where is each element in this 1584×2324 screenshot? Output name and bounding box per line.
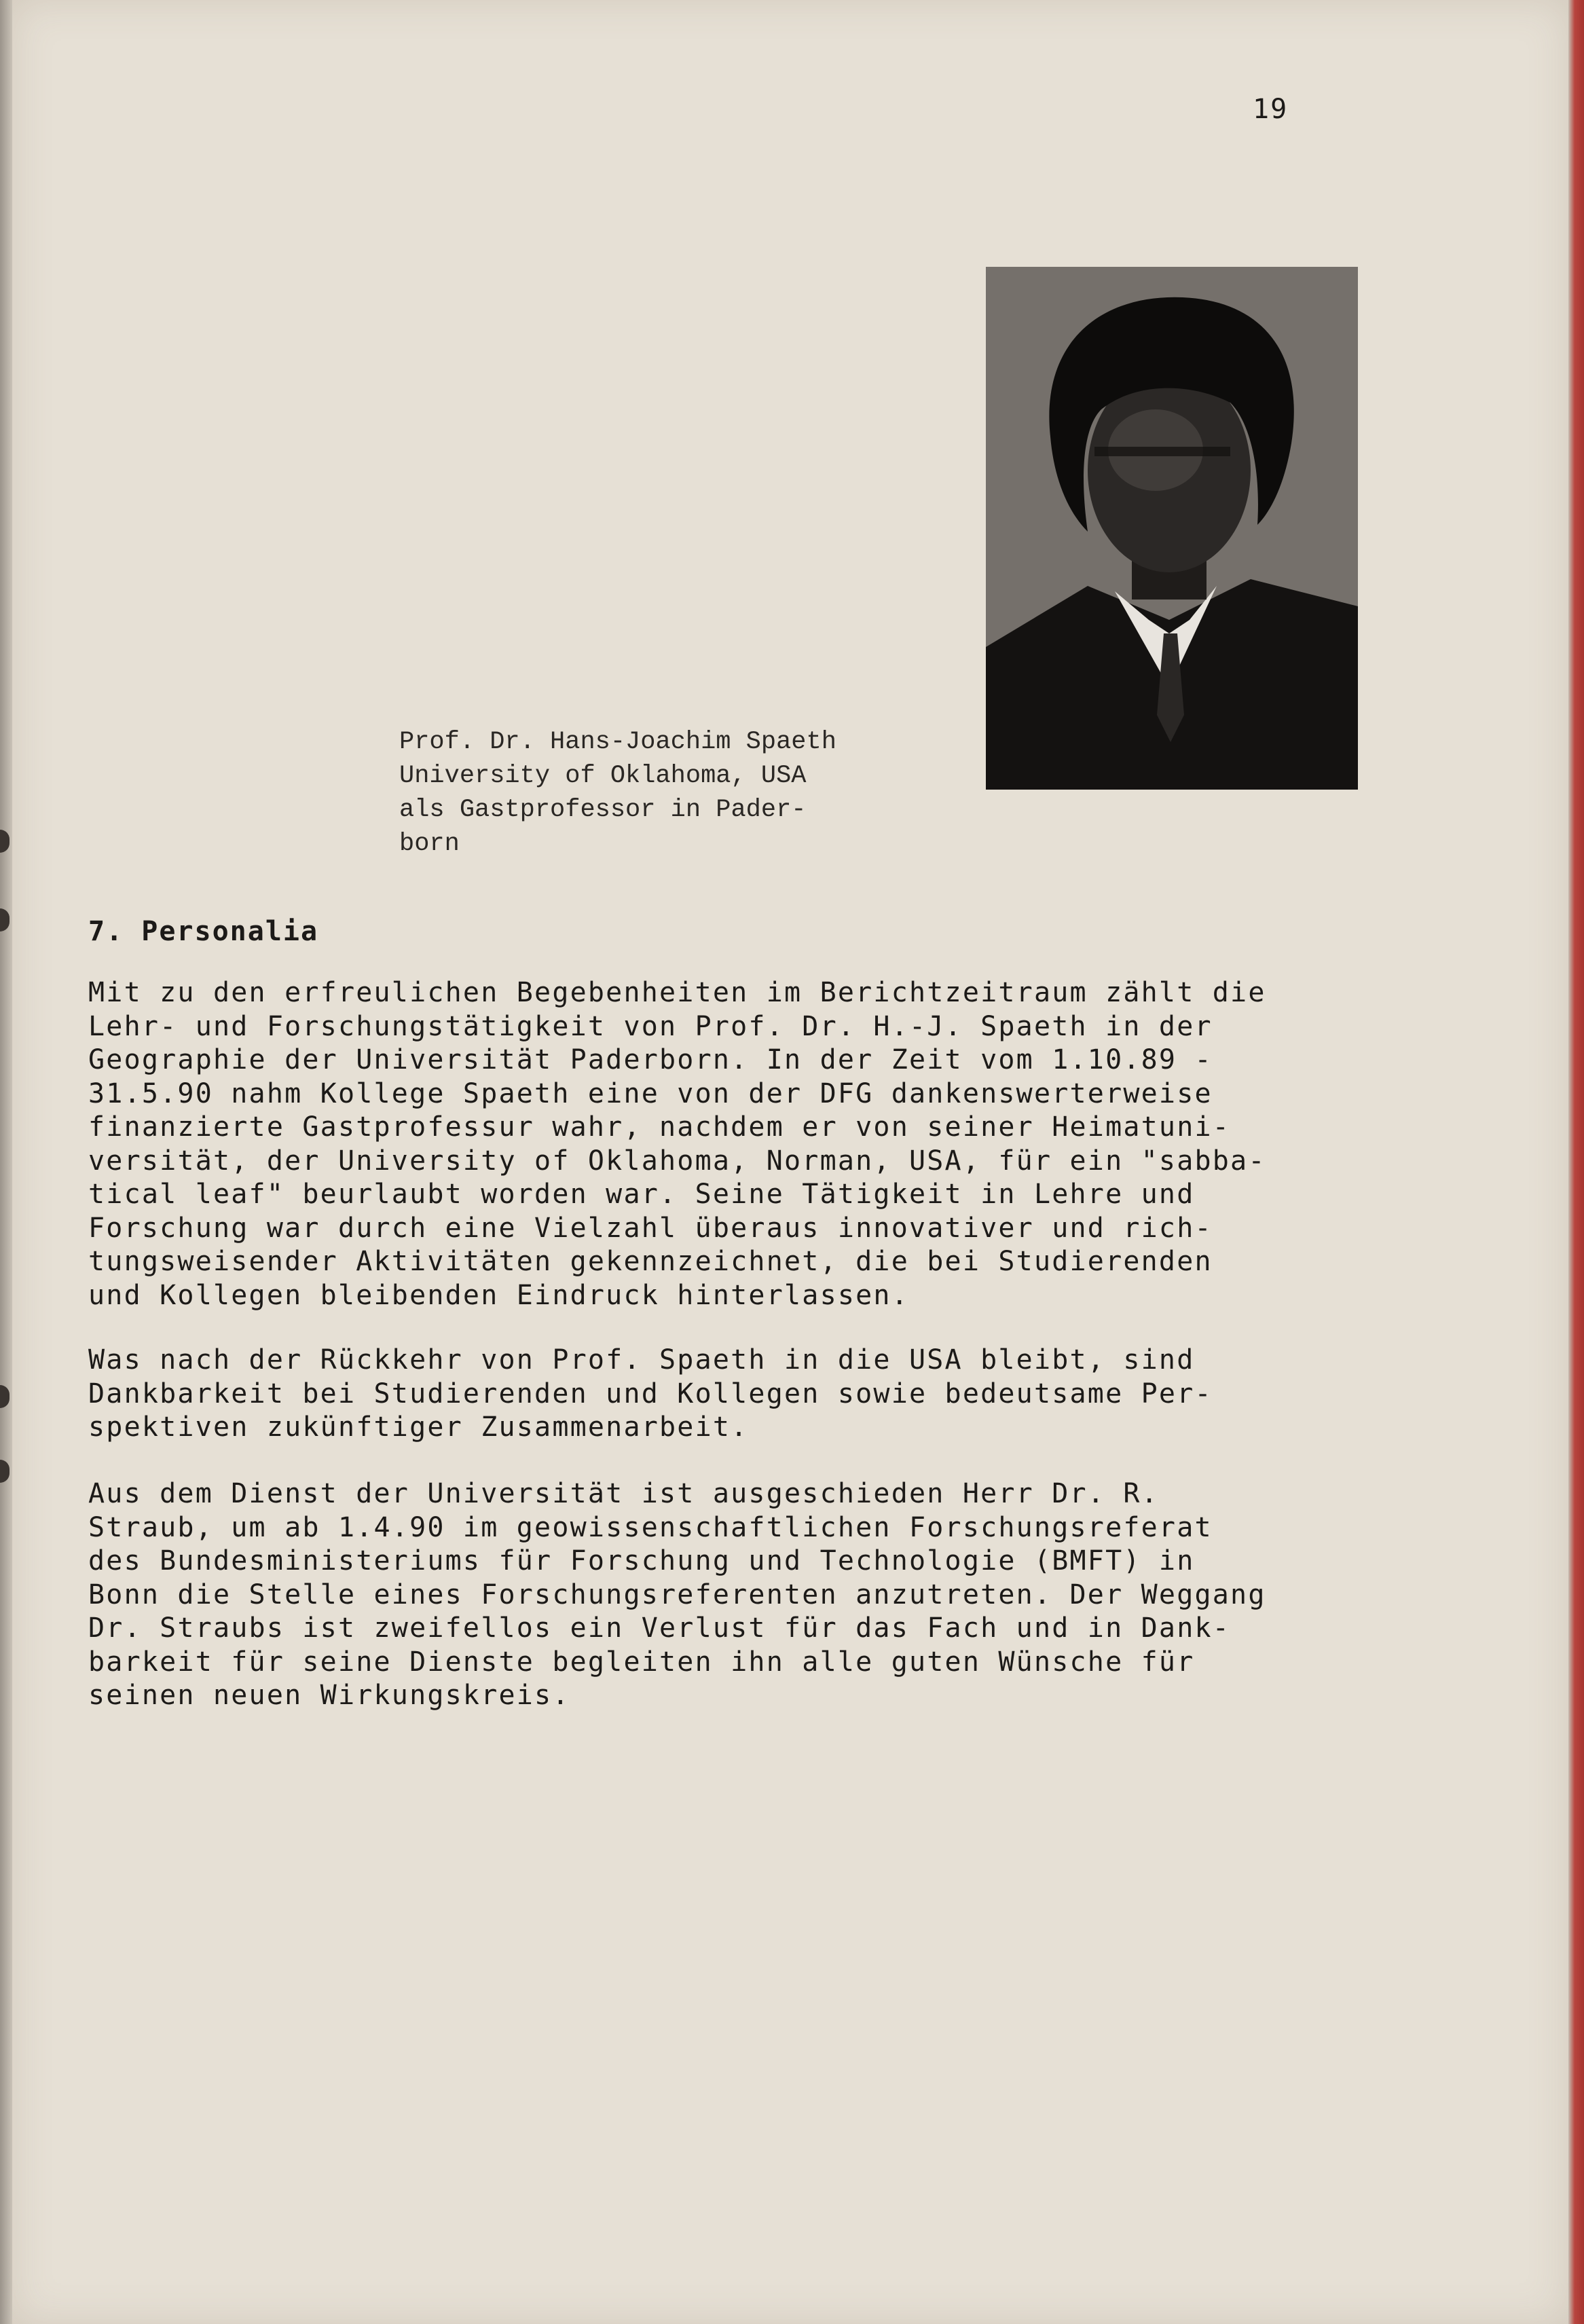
text-line: Mit zu den erfreulichen Begebenheiten im Berichtzeitraum zählt die	[88, 977, 1266, 1008]
text-line: barkeit für seine Dienste begleiten ihn alle guten Wünsche für	[88, 1646, 1195, 1678]
punch-hole	[0, 908, 10, 932]
text-line: Aus dem Dienst der Universität ist ausgeschieden Herr Dr. R.	[88, 1478, 1159, 1509]
text-line: finanzierte Gastprofessur wahr, nachdem er von seiner Heimatuni-	[88, 1111, 1231, 1143]
text-line: spektiven zukünftiger Zusammenarbeit.	[88, 1412, 749, 1443]
text-line: Was nach der Rückkehr von Prof. Spaeth in die USA bleibt, sind	[88, 1344, 1195, 1376]
text-line: 31.5.90 nahm Kollege Spaeth eine von der DFG dankenswerterweise	[88, 1077, 1213, 1109]
caption-line: University of Oklahoma, USA	[399, 762, 807, 790]
punch-hole	[0, 1460, 10, 1483]
text-line: tical leaf" beurlaubt worden war. Seine Tätigkeit in Lehre und	[88, 1179, 1195, 1210]
text-line: Dr. Straubs ist zweifellos ein Verlust für das Fach und in Dank-	[88, 1612, 1231, 1644]
punch-hole	[0, 830, 10, 853]
text-line: Bonn die Stelle eines Forschungsreferenten anzutreten. Der Weggang	[88, 1579, 1266, 1610]
paragraph-straub	[88, 1477, 1446, 1713]
punch-hole	[0, 1385, 10, 1408]
section-heading: 7. Personalia	[88, 916, 319, 947]
left-page-edge	[0, 0, 12, 2324]
paragraph-return	[88, 1344, 1446, 1445]
page-number: 19	[1253, 94, 1289, 125]
text-line: und Kollegen bleibenden Eindruck hinterlassen.	[88, 1279, 909, 1311]
text-line: tungsweisender Aktivitäten gekennzeichnet, die bei Studierenden	[88, 1246, 1213, 1277]
caption-line: als Gastprofessor in Pader-	[399, 796, 807, 824]
caption-line: Prof. Dr. Hans-Joachim Spaeth	[399, 728, 836, 756]
text-line: Lehr- und Forschungstätigkeit von Prof. Dr. H.-J. Spaeth in der	[88, 1010, 1213, 1042]
paragraph-spaeth	[88, 976, 1446, 1312]
portrait-photo	[986, 267, 1358, 790]
text-line: versität, der University of Oklahoma, Norman, USA, für ein "sabba-	[88, 1145, 1266, 1177]
text-line: des Bundesministeriums für Forschung und Technologie (BMFT) in	[88, 1545, 1195, 1576]
text-line: Forschung war durch eine Vielzahl überaus innovativer und rich-	[88, 1212, 1213, 1244]
binding-edge	[1568, 0, 1584, 2324]
text-line: Straub, um ab 1.4.90 im geowissenschaftlichen Forschungsreferat	[88, 1511, 1213, 1543]
text-line: Dankbarkeit bei Studierenden und Kollegen sowie bedeutsame Per-	[88, 1378, 1213, 1409]
photo-caption	[399, 725, 983, 861]
text-line: seinen neuen Wirkungskreis.	[88, 1680, 570, 1711]
text-line: Geographie der Universität Paderborn. In der Zeit vom 1.10.89 -	[88, 1044, 1213, 1075]
caption-line: born	[399, 830, 460, 858]
